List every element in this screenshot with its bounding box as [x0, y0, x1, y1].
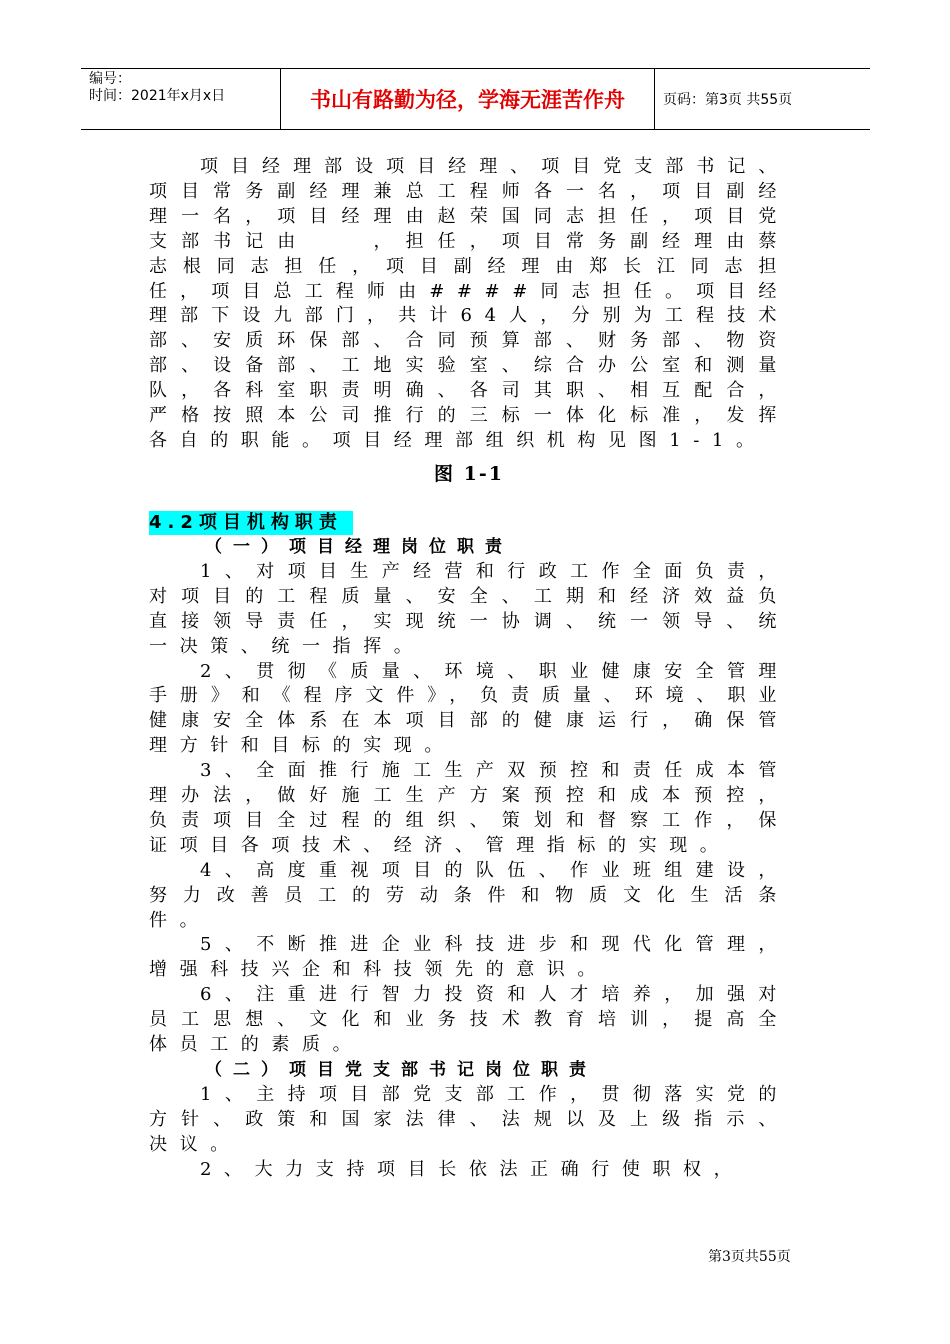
- header-meta: [81, 69, 281, 129]
- page-footer: 第3页共55页: [708, 1249, 791, 1265]
- list-item: 2、大力支持项目长依法正确行使职权，: [200, 1158, 745, 1180]
- list-item: 3、全面推行施工生产双预控和责任成本管理办法，做好施工生产方案预控和成本预控，负责项目全过程的组织、策划和督察工作，保证项目各项技术、经济、管理指标的实现。: [149, 760, 789, 856]
- list-item: 6、注重进行智力投资和人才培养，加强对员工思想、文化和业务技术教育培训，提高全体员工的素质。: [149, 984, 789, 1056]
- document-body: [149, 155, 789, 1183]
- intro-paragraph: 项目经理部设项目经理、项目党支部书记、项目常务副经理兼总工程师各一名，项目副经理一名，项目经理由赵荣国同志担任，项目党支部书记由 ，担任，项目常务副经理由蔡志根同志担任，项目副经理由郑长江同志担任，项目总工程师由####同志担任。项目经理部下设九部门，共计64人，分别为工程技术部、安质环保部、合同预算部、财务部、物资部、设备部、工地实验室、综合办公室和测量队，各科室职责明确、各司其职、相互配合，严格按照本公司推行的三标一体化标准，发挥各自的职能。项目经理部组织机构见图1-1。: [149, 156, 789, 451]
- list-item: 5、不断推进企业科技进步和现代化管理，增强科技兴企和科技领先的意识。: [149, 934, 789, 981]
- list-item: 1、主持项目部党支部工作，贯彻落实党的方针、政策和国家法律、法规以及上级指示、决议。: [149, 1084, 789, 1155]
- figure-caption: 图 1-1: [434, 462, 504, 485]
- header-motto: 书山有路勤为径，学海无涯苦作舟: [281, 69, 655, 129]
- section-heading-wrap: [149, 505, 789, 535]
- section-heading: 4.2项目机构职责: [149, 511, 353, 535]
- subsection-title-1: （一）项目经理岗位职责: [205, 536, 513, 557]
- doc-time: 时间：2021年x月x日: [89, 88, 226, 104]
- header-page-info: 页码：第3页 共55页: [663, 92, 793, 108]
- list-item: 2、贯彻《质量、环境、职业健康安全管理手册》和《程序文件》，负责质量、环境、职业健康安全体系在本项目部的健康运行，确保管理方针和目标的实现。: [149, 660, 789, 757]
- page-header: [81, 68, 870, 130]
- subsection-title-2: （二）项目党支部书记岗位职责: [205, 1060, 597, 1080]
- list-item: 4、高度重视项目的队伍、作业班组建设，努力改善员工的劳动条件和物质文化生活条件。: [149, 859, 789, 931]
- list-item: 1、对项目生产经营和行政工作全面负责，对项目的工程质量、安全、工期和经济效益负直接领导责任，实现统一协调、统一领导、统一决策、统一指挥。: [149, 560, 789, 657]
- doc-code-label: 编号：: [89, 71, 131, 87]
